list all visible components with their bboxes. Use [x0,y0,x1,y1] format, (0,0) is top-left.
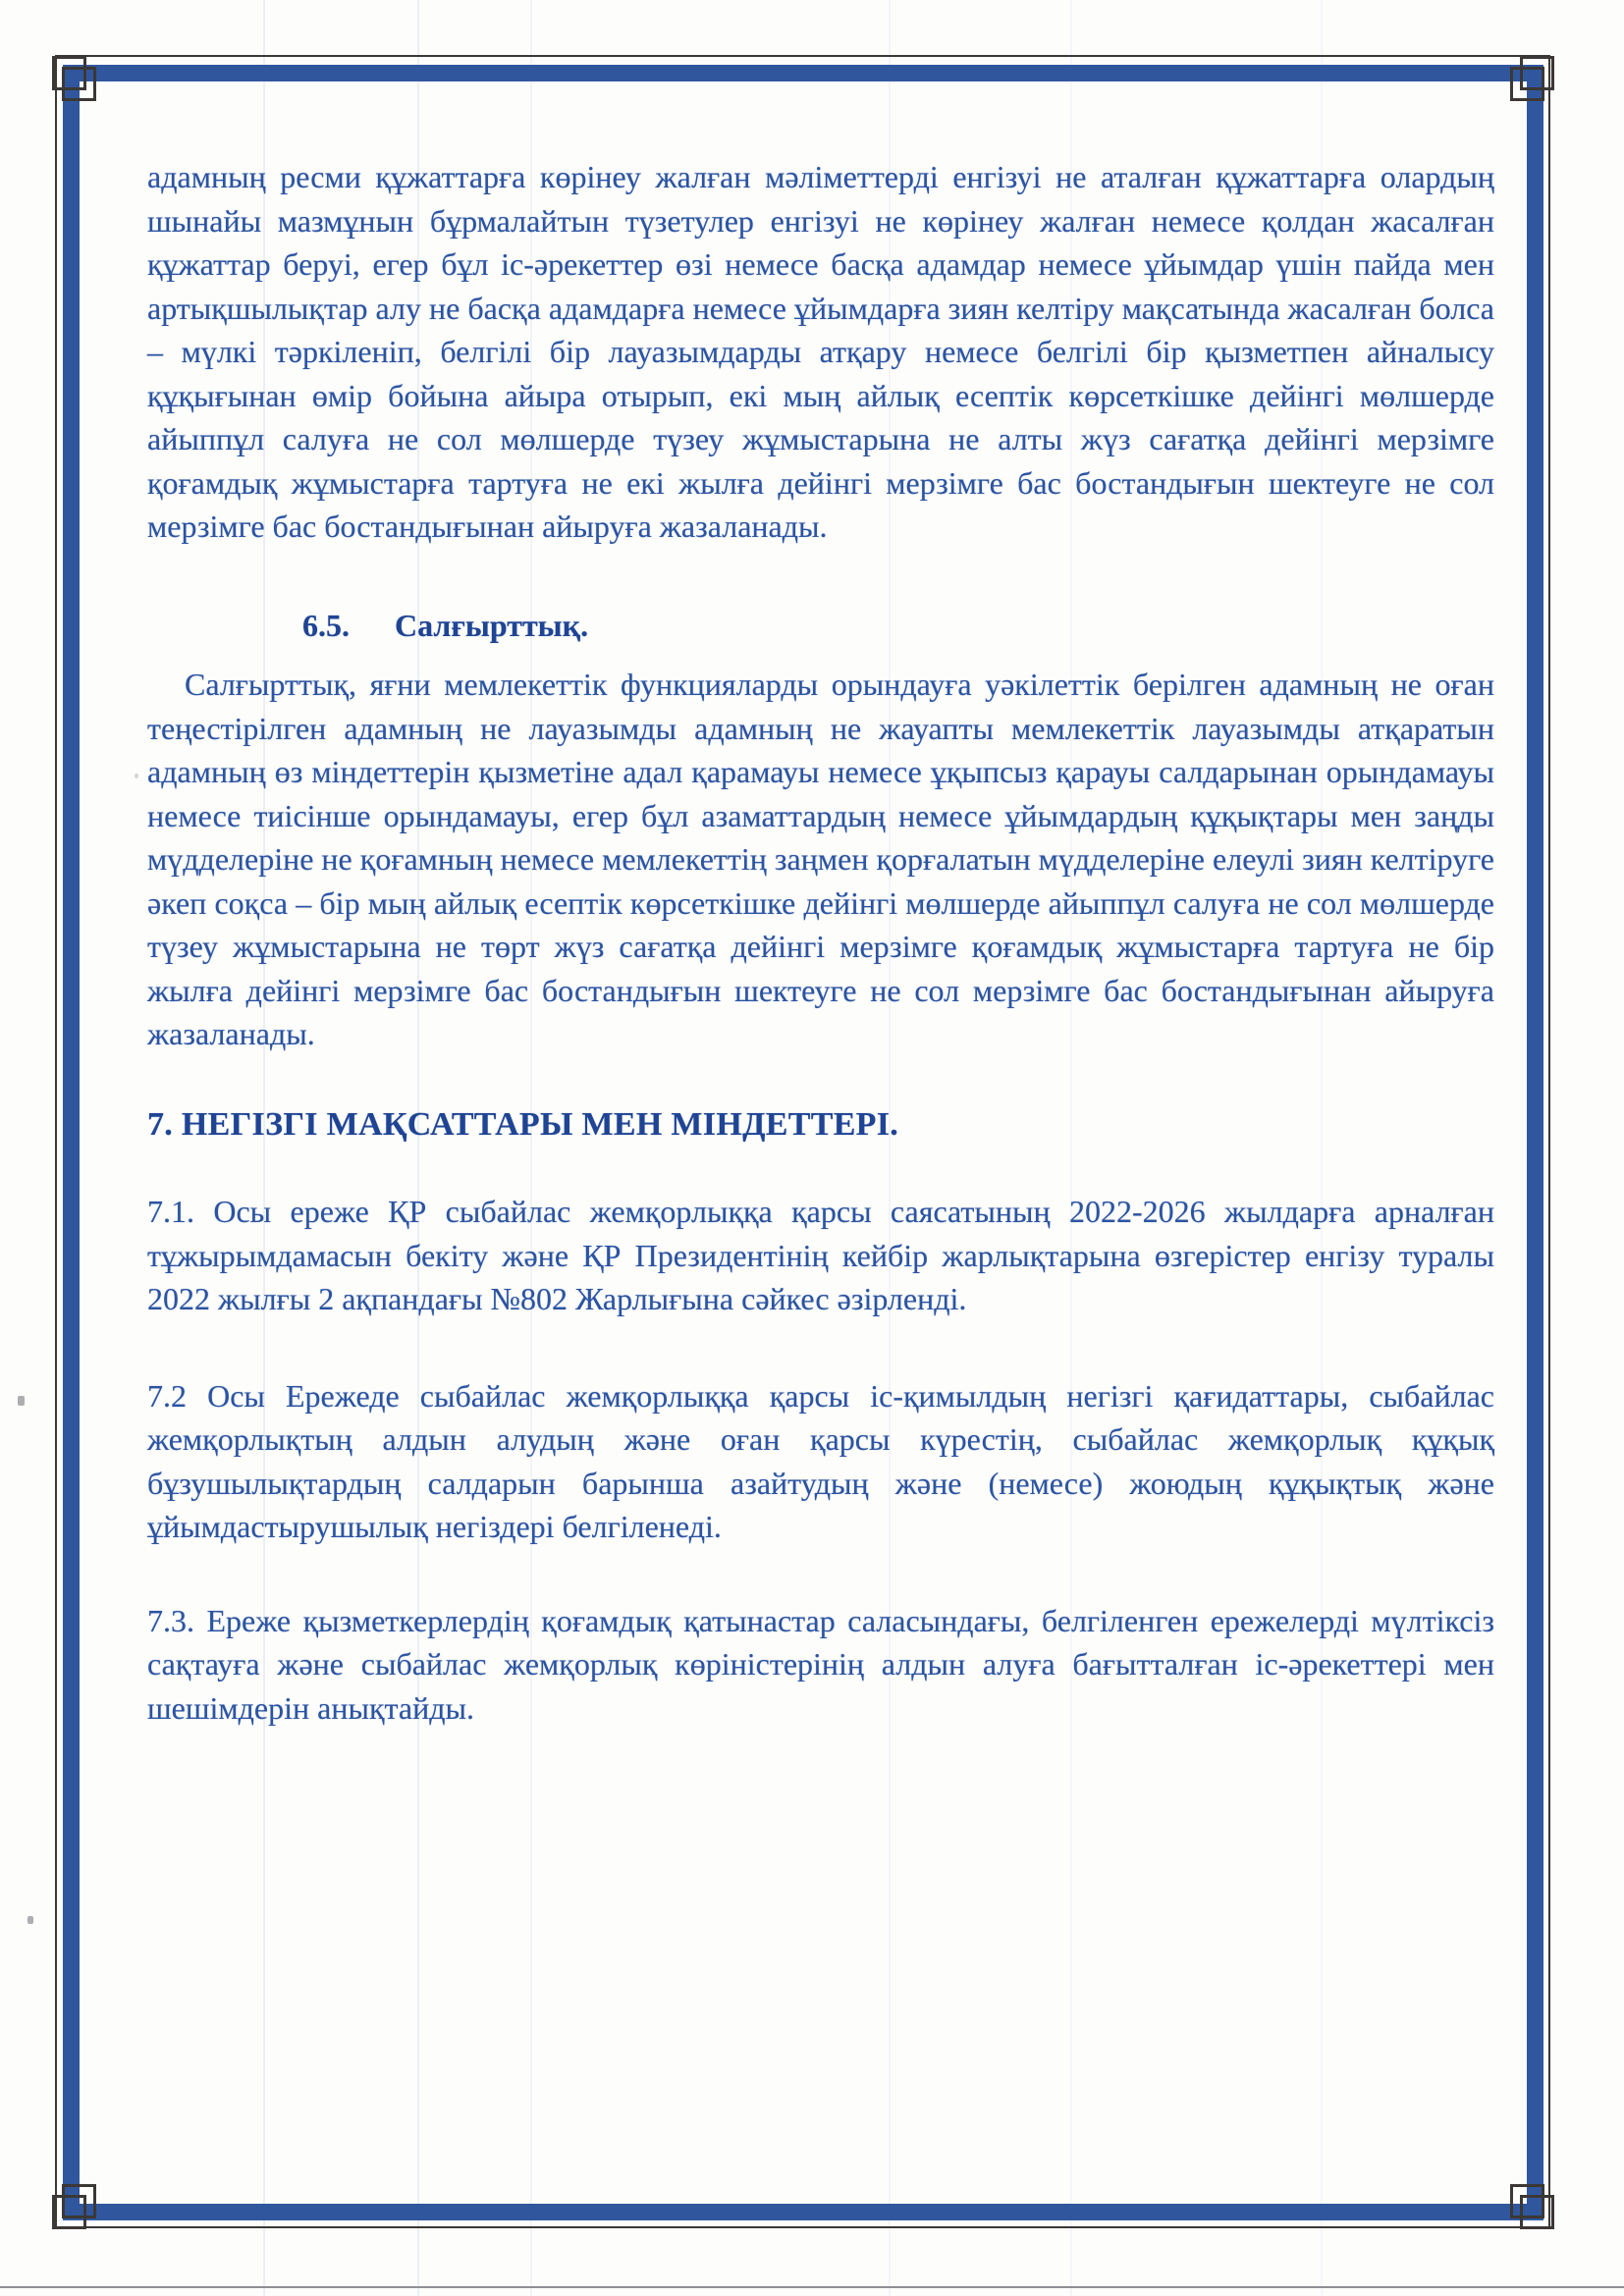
corner-square [1510,2184,1544,2218]
paragraph-continuation: адамның ресми құжаттарға көрінеу жалған мәліметтерді енгізуі не аталған құжаттарға олардың шынайы мазмұнын бұрмалайтын түзетулер енгізуі не көрінеу жалған немесе қолдан жасалған құжаттар беруі, егер бұл іс-әрекеттер өзі немесе басқа адамдар немесе ұйымдар үшін пайда мен артықшылықтар алу не басқа адамдарға немесе ұйымдарға зиян келтіру мақсатында жасалған болса – мүлкі тәркіленіп, белгілі бір лауазымдарды атқару немесе белгілі бір қызметпен айналысу құқығынан өмір бойына айыра отырып, екі мың айлық есептік көрсеткішке дейінгі мөлшерде айыппұл салуға не сол мөлшерде түзеу жұмыстарына не алты жүз сағатқа дейінгі мерзімге қоғамдық жұмыстарға тартуға не екі жылға дейінгі мерзімге бас бостандығын шектеуге не сол мерзімге бас бостандығынан айыруға жазаланады. [147,159,1494,544]
corner-square [62,67,96,101]
corner-ornament-top-left [52,56,101,105]
clause-7-2: 7.2 Осы Ережеде сыбайлас жемқорлыққа қарсы іс-қимылдың негізгі қағидаттары, сыбайлас жемқорлықтың алдын алудың және оған қарсы күрестің, сыбайлас жемқорлық құқық бұзушылықтардың салдарын барынша азайтудың және (немесе) жоюдың құқықтық және ұйымдастырушылық негіздері белгіленеді. [147,1377,1494,1544]
section-6-5-title: Салғырттық. [395,607,589,643]
corner-square [62,2184,96,2218]
section-6-5-number: 6.5. [302,607,350,643]
section-6-5-heading [147,604,1494,648]
scan-edge-line [0,2286,1624,2288]
document-text [147,155,1494,1730]
corner-ornament-bottom-right [1505,2180,1554,2229]
section-6-5-body: Салғырттық, яғни мемлекеттік функцияларды орындауға уәкілеттік берілген адамның не оған теңестірілген адамның не лауазымды адамның не жауапты мемлекеттік лауазымды атқаратын адамның өз міндеттерін қызметіне адал қарамауы немесе ұқыпсыз қарауы салдарынан орындамауы немесе тиісінше орындамауы, егер бұл азаматтардың немесе ұйымдардың құқықтары мен заңды мүдделеріне не қоғамның немесе мемлекеттің заңмен қорғалатын мүдделеріне елеулі зиян келтіруге әкеп соқса – бір мың айлық есептік көрсеткішке дейінгі мөлшерде айыппұл салуға не сол мөлшерде түзеу жұмыстарына не төрт жүз сағатқа дейінгі мерзімге қоғамдық жұмыстарға тартуға не бір жылға дейінгі мерзімге бас бостандығын шектеуге не сол мерзімге бас бостандығынан айыруға жазаланады. [147,667,1494,1051]
clause-7-3: 7.3. Ереже қызметкерлердің қоғамдық қатынастар саласындағы, белгіленген ережелерді мүлтіксіз сақтауға және сыбайлас жемқорлық көріністерінің алдын алуға бағытталған іс-әрекеттері мен шешімдерін анықтайды. [147,1602,1494,1726]
section-7-heading: 7. НЕГІЗГІ МАҚСАТТАРЫ МЕН МІНДЕТТЕРІ. [147,1105,899,1143]
scan-speck [27,1916,33,1924]
corner-square [1510,67,1544,101]
clause-7-1: 7.1. Осы ереже ҚР сыбайлас жемқорлыққа қарсы саясатының 2022-2026 жылдарға арналған тұжырымдамасын бекіту және ҚР Президентінің кейбір жарлықтарына өзгерістер енгізу туралы 2022 жылғы 2 ақпандағы №802 Жарлығына сәйкес әзірленді. [147,1194,1494,1316]
corner-ornament-bottom-left [52,2180,101,2229]
scan-speck [135,774,138,778]
corner-ornament-top-right [1505,56,1554,105]
scan-speck [18,1396,25,1406]
